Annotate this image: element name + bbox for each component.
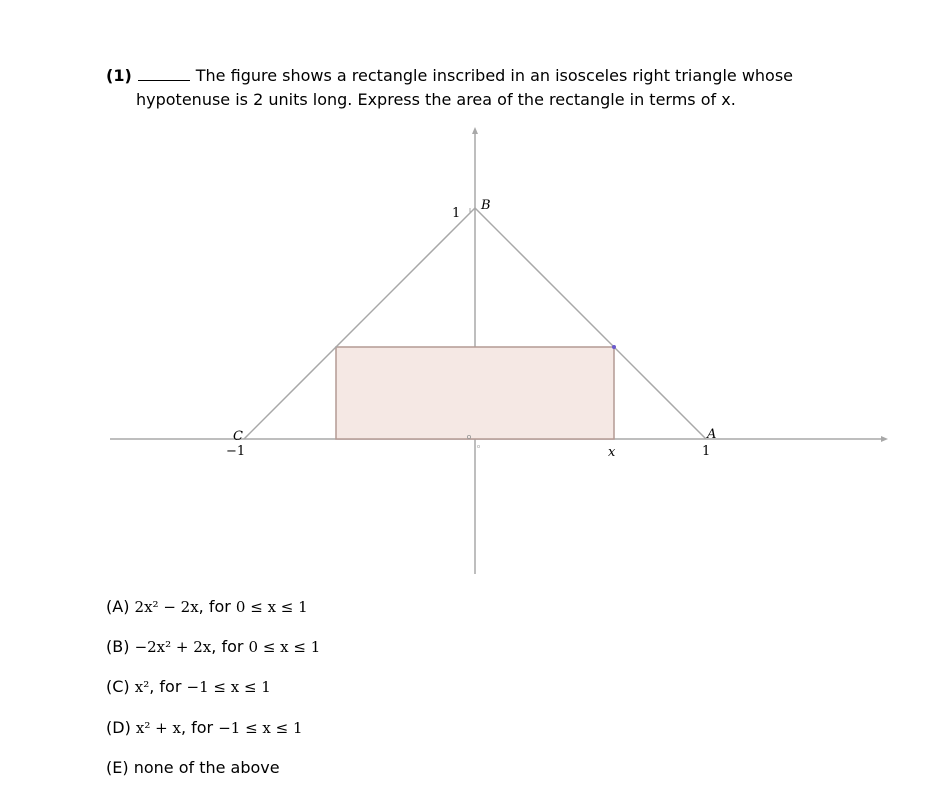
inscribed-rectangle: [336, 347, 614, 439]
x-axis-arrow: [881, 436, 888, 442]
choice-b-sep: , for: [211, 637, 249, 656]
choice-a-letter: (A): [106, 597, 130, 616]
choice-a-sep: , for: [198, 597, 236, 616]
choice-d-sep: , for: [180, 718, 219, 737]
label-b: B: [481, 198, 491, 213]
choice-c-expr: x²: [134, 678, 150, 696]
choice-b-expr: −2x² + 2x: [134, 638, 212, 656]
choice-d-letter: (D): [106, 718, 131, 737]
choice-c-range: −1 ≤ x ≤ 1: [186, 678, 271, 696]
x-tick-label-1: 1: [702, 444, 711, 459]
label-a: A: [707, 427, 717, 442]
question-text-1: The figure shows a rectangle inscribed in an isosceles right triangle whose: [195, 66, 794, 85]
origin-label: o: [477, 444, 481, 450]
y-axis-arrow: [472, 127, 478, 134]
choice-d-range: −1 ≤ x ≤ 1: [218, 719, 303, 737]
choice-b-range: 0 ≤ x ≤ 1: [248, 638, 321, 656]
choice-b[interactable]: [106, 637, 320, 656]
choice-a[interactable]: [106, 597, 308, 616]
x-tick-label-neg1: −1: [226, 444, 246, 459]
choice-a-range: 0 ≤ x ≤ 1: [235, 598, 308, 616]
choice-e[interactable]: [106, 758, 280, 777]
label-c: C: [233, 429, 243, 444]
choice-b-letter: (B): [106, 637, 130, 656]
choice-e-text: none of the above: [133, 758, 280, 777]
choice-d[interactable]: [106, 718, 303, 737]
choice-c-letter: (C): [106, 677, 130, 696]
choice-a-expr: 2x² − 2x: [134, 598, 199, 616]
rect-corner-point: [612, 345, 616, 349]
x-tick-label-x: x: [608, 445, 616, 460]
choice-d-expr: x² + x: [135, 719, 181, 737]
question-line-2: hypotenuse is 2 units long. Express the area of the rectangle in terms of x.: [136, 90, 736, 109]
question-number: (1): [106, 66, 132, 85]
y-tick-label-1: 1: [452, 206, 461, 221]
choice-c[interactable]: [106, 677, 271, 696]
choice-c-sep: , for: [149, 677, 187, 696]
choice-e-letter: (E): [106, 758, 129, 777]
